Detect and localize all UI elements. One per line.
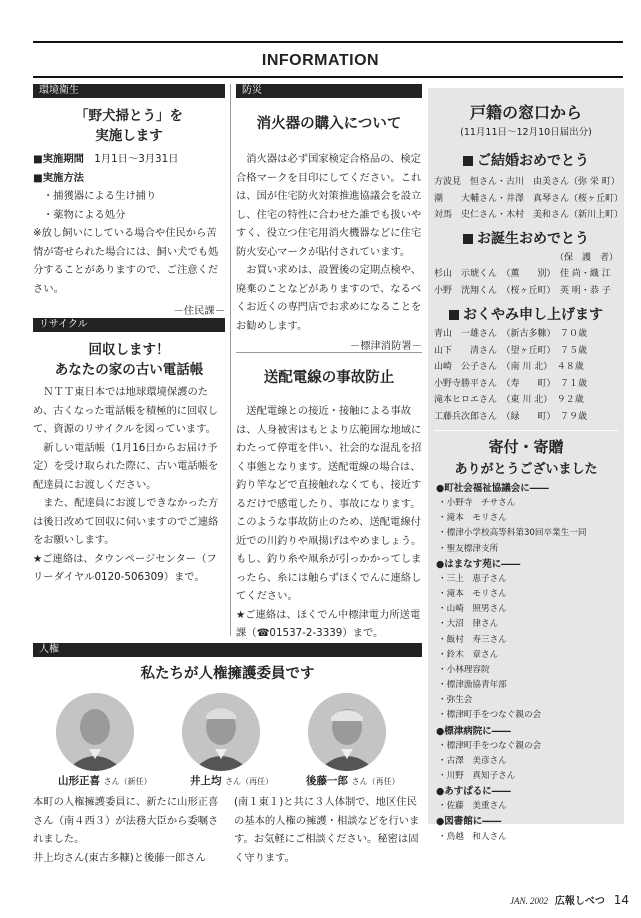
donor-item: ・小林理容院: [438, 664, 490, 675]
portrait-yamagata: [56, 693, 134, 771]
fire-divider: [236, 352, 422, 353]
donor-item: ・三上 恵子さん: [438, 573, 507, 584]
env-body: ■実施期間 1月1日～3月31日 ■実施方法 ・捕獲器による生け捕り ・薬物による処分 ※放し飼いにしている場合や住民から苦情が寄せられた場合には、飼い犬でも処分することがありますので、ご注意ください。 －住民課－: [33, 153, 225, 317]
caption-inoue: 井上均 さん（再任）: [190, 775, 274, 787]
sidebar-registry: [428, 88, 624, 842]
section-tag-recycle: リサイクル: [33, 318, 225, 332]
portrait-goto: [308, 693, 386, 771]
donor-item: ・大沼 律さん: [438, 619, 499, 630]
recycle-body: ＮＴＴ東日本では地球環境保護のため、古くなった電話帳を積極的に回収して、資源のリサイクルを図っています。 新しい電話帳（1月16日からお届け予定）を受け取られた際に、古い電話帳を配達員にお渡しください。 また、配達員にお渡しできなかった方は後日改めて回収に伺いますのでご連絡をお願いします。 ★ご連絡は、タウンページセンター（フリーダイヤル0120-506309）まで。: [33, 386, 219, 583]
donor-item: ・標津町手をつなぐ親の会: [438, 740, 542, 751]
rights-heading: 私たちが人権擁護委員です: [140, 666, 315, 682]
donor-item: ・標津町手をつなぐ親の会: [438, 710, 542, 721]
donation-org: ●標津病院に――: [436, 725, 511, 737]
rights-body-right: (南１東１)と共に３人体制で、地区住民の基本的人権の擁護・相談などを行います。お気軽にご相談ください。秘密は固く守ります。: [234, 796, 420, 864]
donor-item: ・滝本 モリさん: [438, 513, 507, 524]
page-title: INFORMATION: [261, 52, 380, 69]
donor-item: ・弥生会: [438, 695, 473, 706]
marriage-heading: ご結婚おめでとう: [428, 150, 624, 170]
column-divider: [230, 84, 231, 636]
wire-body: 送配電線との接近・接触による事故は、人身被害はもとより広範囲な地域にわたって停電を伴い、社会的な混乱を招く事態となります。送配電線の場合は、釣り竿などで直接触れなくても、接近するだけで感電したり、事故になります。このような事故防止のため、送配電線付近での川釣りや凧揚げはやめましょう。もし、釣り糸や凧糸が引っかかってしまったら、糸には触らずほくでんに連絡してください。 ★ご連絡は、ほくでん中標津電力所送電課（☎01537-2-3339）まで。: [236, 405, 422, 639]
donation-org: ●はまなす苑に――: [436, 558, 521, 570]
square-bullet-icon: [463, 156, 473, 166]
donor-item: ・聖友標津支所: [438, 543, 499, 554]
donor-item: ・標津漁協青年部: [438, 680, 507, 691]
fire-heading: 消火器の購入について: [256, 116, 402, 132]
fire-body: 消火器は必ず国家検定合格品の、検定合格マークを目印にしてください。これは、国が住宅防火対策推進協議会を設立し、住宅の特性に合わせた誰でも扱いやすく、役立つ住宅用消火機器などに住宅防火安心マークが貼付されています。 お買い求めは、設置後の定期点検や、廃棄のことなどがありますので、なるべくお近くの専門店でお求めになることをお勧めします。 －標津消防署－: [236, 153, 422, 352]
donor-item: ・鈴木 章さん: [438, 649, 499, 660]
guardian-label: （保 護 者）: [554, 253, 618, 263]
donation-title: 寄付・寄贈: [488, 438, 564, 456]
section-tag-rights: 人権: [33, 643, 422, 657]
caption-goto: 後藤一郎 さん（再任）: [306, 775, 400, 787]
donation-list: [436, 481, 586, 845]
donor-item: ・山崎 照男さん: [438, 604, 507, 615]
donor-item: ・古澤 美彦さん: [438, 755, 507, 766]
marriage-list: 方波見 恒さん・古川 由美さん（弥 栄 町） 潮 大輔さん・井澤 真琴さん（桜ヶ丘町） 対馬 史仁さん・木村 美和さん（新川上町）: [434, 177, 624, 220]
donation-org: ●あすぱるに――: [436, 786, 511, 798]
square-bullet-icon: [449, 310, 459, 320]
registry-period: (11月11日～12月10日届出分): [460, 127, 592, 138]
square-bullet-icon: [463, 234, 473, 244]
caption-yamagata: 山形正喜 さん（新任）: [58, 775, 152, 787]
section-tag-env: 環境衛生: [33, 84, 225, 98]
donor-item: ・小野寺 チサさん: [438, 498, 516, 509]
donor-item: ・佐藤 美重さん: [438, 801, 507, 812]
section-tag-fire: 防災: [236, 84, 422, 98]
birth-heading: お誕生おめでとう: [428, 228, 624, 248]
donation-org: ●町社会福祉協議会に――: [436, 483, 549, 494]
wire-heading: 送配電線の事故防止: [263, 370, 395, 386]
portrait-inoue: [182, 693, 260, 771]
donor-item: ・鳥越 和人さん: [438, 831, 507, 842]
env-heading: 「野犬掃とう」を 実施します: [75, 108, 183, 144]
deaths-list: 青山 一雄さん （新古多糠） ７０歳 山下 清さん （望ヶ丘町） ７５歳 山崎 公子さん （南 川 北） ４８歳 小野寺勝平さん （寿 町） ７１歳 滝本ヒロエさん （東 川 北） ９２歳 工藤兵次郎さん （緑 町） ７９歳: [434, 329, 588, 422]
birth-list: 杉山 示琥くん （薫 別） 佳 尚・織 江 小野 洸翔くん （桜ヶ丘町） 英 明・恭 子: [434, 269, 611, 296]
donor-item: ・飯村 寿三さん: [438, 634, 507, 645]
footer-info: JAN. 2002 広報しべつ 14: [510, 893, 630, 907]
deaths-heading: おくやみ申し上げます: [428, 304, 624, 324]
top-rule: [33, 41, 623, 43]
donor-item: ・川野 真知子さん: [438, 770, 516, 781]
donor-item: ・標津小学校高等科第30回卒業生一同: [438, 528, 587, 539]
title-rule: [33, 76, 623, 78]
sidebar-divider: [434, 430, 618, 431]
donation-org: ●図書館に――: [436, 816, 502, 828]
donor-item: ・滝本 モリさん: [438, 589, 507, 600]
rights-body-left: 本町の人権擁護委員に、新たに山形正喜さん（南４西３）が法務大臣から委嘱されました。 井上均さん(東古多糠)と後藤一郎さん: [33, 796, 219, 864]
registry-title: 戸籍の窓口から: [469, 103, 582, 122]
recycle-heading: 回収します！ あなたの家の古い電話帳: [54, 342, 204, 378]
donation-subtitle: ありがとうございました: [454, 462, 598, 477]
